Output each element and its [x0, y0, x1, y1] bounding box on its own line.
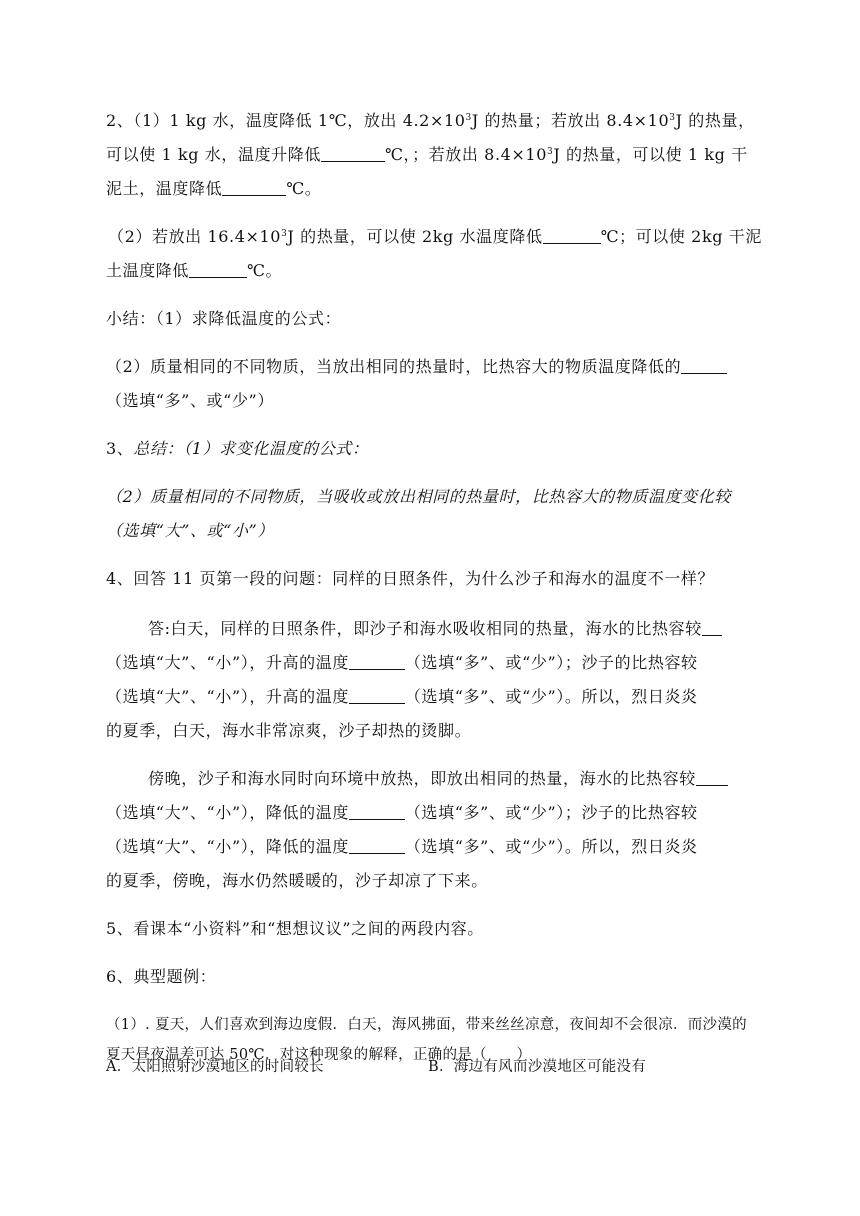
q4-answer1-line-1 — [148, 618, 722, 640]
summary-line-3 — [106, 390, 274, 412]
q4-text: 傍晚，沙子和海水同时向环境中放热，即放出相同的热量，海水的比热容较 — [148, 769, 696, 788]
q2-text: 可以使 1 kg 水，温度升降低 — [106, 145, 321, 164]
q2-text: ℃。 — [286, 179, 322, 198]
answer-blank[interactable] — [349, 803, 405, 820]
q4-answer2-line-3 — [106, 836, 698, 858]
option-a-text: A．太阳照射沙漠地区的时间较长 — [106, 1059, 324, 1075]
q4-text: 答:白天，同样的日照条件，即沙子和海水吸收相同的热量，海水的比热容较 — [148, 619, 702, 638]
q4-text: （选填“大”、“小”），降低的温度 — [106, 803, 349, 822]
q2-text: J 的热量，可以使 1 kg 干 — [553, 145, 748, 164]
superscript: 3 — [669, 113, 676, 123]
answer-blank[interactable] — [349, 653, 405, 670]
q5-line — [106, 918, 484, 940]
q3-text: （2）质量相同的不同物质，当吸收或放出相同的热量时，比热容大的物质温度变化较 — [106, 487, 731, 506]
summary-text: （2）质量相同的不同物质，当放出相同的热量时，比热容大的物质温度降低的 — [106, 357, 682, 376]
q3-number: 3、 — [106, 439, 134, 458]
q2-text: 2、（1）1 kg 水，温度降低 1℃，放出 4.2×10 — [106, 111, 466, 130]
q2-text: J 的热量， — [675, 111, 755, 130]
superscript: 3 — [465, 113, 472, 123]
q2-text: J 的热量；若放出 8.4×10 — [471, 111, 670, 130]
q6-title — [106, 966, 216, 988]
q3-text: 总结：（1）求变化温度的公式： — [133, 439, 369, 458]
superscript: 3 — [546, 147, 554, 157]
q6-text: 夏天昼夜温差可达 50℃．对这种现象的解释，正确的是（ ） — [106, 1047, 532, 1063]
answer-blank[interactable] — [696, 769, 728, 786]
q4-text: （选填“多”、或“少”）；沙子的比热容较 — [404, 803, 698, 822]
q4-question — [106, 568, 714, 590]
q4-text: （选填“多”、或“少”）。所以，烈日炎炎 — [404, 837, 698, 856]
q2-text: （2）若放出 16.4×10 — [108, 227, 282, 246]
q2-line-3 — [106, 178, 321, 200]
q2-part2-line-2 — [106, 260, 282, 282]
q4-answer2-line-4 — [106, 870, 488, 892]
q2-text: ℃。 — [247, 261, 283, 280]
q4-answer1-line-3 — [106, 686, 698, 708]
option-b[interactable] — [428, 1056, 646, 1078]
q4-text: 的夏季，傍晚，海水仍然暖暖的，沙子却凉了下来。 — [106, 871, 488, 890]
q4-answer2-line-1 — [148, 768, 728, 790]
answer-blank[interactable] — [349, 687, 405, 704]
q4-text: 4、回答 11 页第一段的问题：同样的日照条件，为什么沙子和海水的温度不一样？ — [106, 569, 715, 588]
q6-problem-line-1 — [106, 1014, 747, 1036]
answer-blank[interactable] — [349, 837, 405, 854]
q4-text: （选填“多”、或“少”）；沙子的比热容较 — [404, 653, 698, 672]
q2-part2-line-1 — [108, 226, 762, 248]
q5-text: 5、看课本“小资料”和“想想议议”之间的两段内容。 — [106, 919, 484, 938]
q4-text: 的夏季，白天，海水非常凉爽，沙子却热的烫脚。 — [106, 721, 472, 740]
q2-text: ℃，；若放出 8.4×10 — [384, 145, 547, 164]
answer-blank[interactable] — [702, 619, 722, 636]
q4-text: （选填“大”、“小”），升高的温度 — [106, 687, 349, 706]
summary-line-1 — [106, 308, 341, 330]
superscript: 3 — [281, 229, 288, 239]
q6-text: 6、典型题例： — [106, 967, 217, 986]
answer-blank[interactable] — [222, 179, 286, 196]
q4-text: （选填“大”、“小”），降低的温度 — [106, 837, 349, 856]
q3-line-3 — [106, 520, 274, 542]
q3-text: （选填“大”、或“小”） — [106, 521, 274, 540]
summary-text: （选填“多”、或“少”） — [106, 391, 274, 410]
q2-line-2 — [106, 144, 748, 166]
q2-line-1 — [106, 110, 755, 132]
q2-text: 泥土，温度降低 — [106, 179, 223, 198]
q4-text: （选填“多”、或“少”）。所以，烈日炎炎 — [404, 687, 698, 706]
q4-answer1-line-4 — [106, 720, 471, 742]
q3-line-1 — [106, 438, 369, 460]
q2-text: J 的热量，可以使 2kg 水温度降低 — [287, 227, 543, 246]
answer-blank[interactable] — [321, 145, 385, 162]
option-b-text: B．海边有风而沙漠地区可能没有 — [428, 1059, 647, 1075]
answer-blank[interactable] — [681, 357, 727, 374]
q2-text: ℃；可以使 2kg 干泥 — [600, 227, 762, 246]
q2-text: 土温度降低 — [106, 261, 190, 280]
answer-blank[interactable] — [543, 227, 601, 244]
q4-answer2-line-2 — [106, 802, 698, 824]
answer-blank[interactable] — [189, 261, 247, 278]
q6-text: （1）. 夏天，人们喜欢到海边度假．白天，海风拂面，带来丝丝凉意，夜间却不会很凉．而沙漠的 — [106, 1017, 747, 1033]
q3-line-2 — [106, 486, 731, 508]
q4-text: （选填“大”、“小”），升高的温度 — [106, 653, 349, 672]
q4-answer1-line-2 — [106, 652, 698, 674]
option-a[interactable] — [106, 1056, 324, 1078]
summary-line-2 — [106, 356, 727, 378]
summary-text: 小结：（1）求降低温度的公式： — [106, 309, 342, 328]
